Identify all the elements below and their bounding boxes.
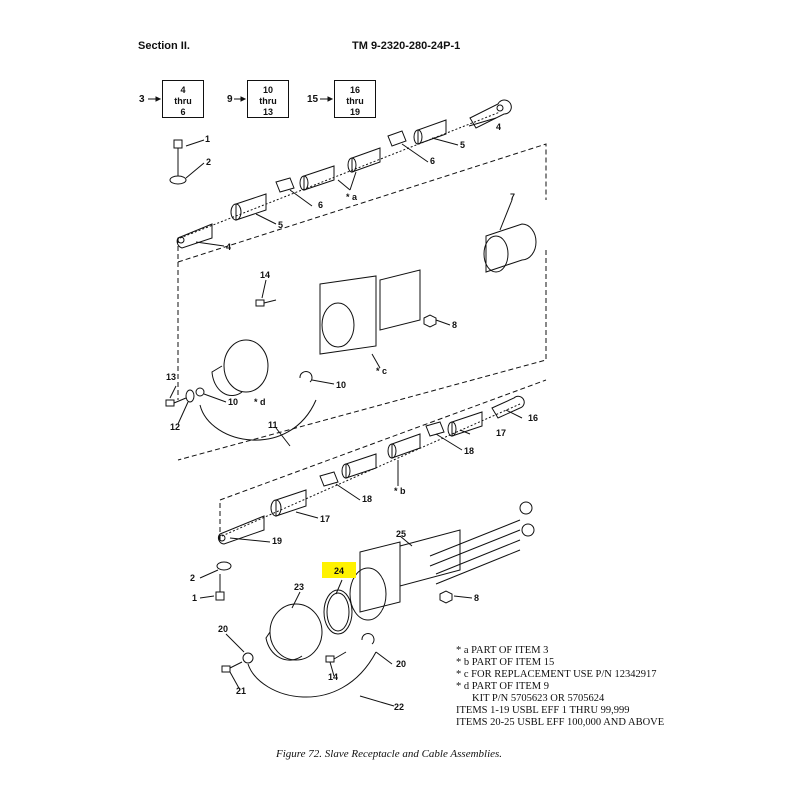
callout-11: 11 xyxy=(268,420,278,430)
kit-ref-arrows xyxy=(148,97,332,101)
callout-5b: 5 xyxy=(278,220,284,230)
callout-10: 10 xyxy=(228,397,239,407)
note-c: * c FOR REPLACEMENT USE P/N 12342917 xyxy=(456,669,657,680)
cable-assembly-3 xyxy=(178,144,546,460)
callout-20b: 20 xyxy=(396,659,407,669)
callout-6b: 6 xyxy=(318,200,324,210)
callout-12: 12 xyxy=(170,422,181,432)
callout-5: 5 xyxy=(460,140,466,150)
callout-2b: 2 xyxy=(190,573,196,583)
tm-number: TM 9-2320-280-24P-1 xyxy=(352,40,461,52)
kit-ref-to: 19 xyxy=(349,107,360,117)
callout-18: 18 xyxy=(464,446,475,456)
callout-22: 22 xyxy=(394,702,405,712)
callout-25: 25 xyxy=(396,529,407,539)
callout-17: 17 xyxy=(496,428,507,438)
callout-14b: 14 xyxy=(328,672,339,682)
callout-23: 23 xyxy=(294,582,305,592)
cable-assembly-15 xyxy=(220,380,546,540)
callout-a: * a xyxy=(346,192,358,202)
kit-ref-from: 4 xyxy=(180,85,186,95)
kit-ref-from: 16 xyxy=(349,85,360,95)
figure-caption: Figure 72. Slave Receptacle and Cable Assemblies. xyxy=(276,748,503,760)
callout-21: 21 xyxy=(236,686,247,696)
kit-ref-item-9: 9 xyxy=(227,94,233,105)
callout-4: 4 xyxy=(496,122,502,132)
callout-2: 2 xyxy=(206,157,212,167)
section-title: Section II. xyxy=(138,40,190,52)
callout-10b: 10 xyxy=(336,380,347,390)
kit-ref-from: 10 xyxy=(262,85,273,95)
callout-8: 8 xyxy=(452,320,458,330)
note-kit: KIT P/N 5705623 OR 5705624 xyxy=(472,693,605,704)
kit-ref-to: 6 xyxy=(180,107,186,117)
callout-6: 6 xyxy=(430,156,436,166)
callout-b: * b xyxy=(394,486,406,496)
kit-ref-thru: thru xyxy=(259,96,277,106)
callout-c: * c xyxy=(376,366,388,376)
callout-18b: 18 xyxy=(362,494,373,504)
callout-19: 19 xyxy=(272,536,283,546)
cable-assembly-3-parts xyxy=(166,100,539,440)
note-items-20-25: ITEMS 20-25 USBL EFF 100,000 AND ABOVE xyxy=(456,717,665,728)
callout-d: * d xyxy=(254,397,266,407)
callout-13: 13 xyxy=(166,372,177,382)
kit-ref-item-3: 3 xyxy=(139,94,145,105)
callout-24: 24 xyxy=(334,566,345,576)
leader-lines xyxy=(170,118,522,706)
note-items-1-19: ITEMS 1-19 USBL EFF 1 THRU 99,999 xyxy=(456,705,630,716)
callout-16: 16 xyxy=(528,413,539,423)
callout-20: 20 xyxy=(218,624,229,634)
kit-ref-item-15: 15 xyxy=(307,94,319,105)
note-d: * d PART OF ITEM 9 xyxy=(456,681,550,692)
note-a: * a PART OF ITEM 3 xyxy=(456,645,549,656)
callout-14: 14 xyxy=(260,270,271,280)
callout-1b: 1 xyxy=(192,593,198,603)
notes-block xyxy=(456,645,664,729)
kit-ref-to: 13 xyxy=(262,107,273,117)
note-b: * b PART OF ITEM 15 xyxy=(456,657,555,668)
callout-4b: 4 xyxy=(226,242,232,252)
kit-ref-thru: thru xyxy=(174,96,192,106)
callout-17b: 17 xyxy=(320,514,331,524)
callout-8b: 8 xyxy=(474,593,480,603)
kit-ref-thru: thru xyxy=(346,96,364,106)
callout-1: 1 xyxy=(205,134,211,144)
callout-7: 7 xyxy=(510,192,516,202)
